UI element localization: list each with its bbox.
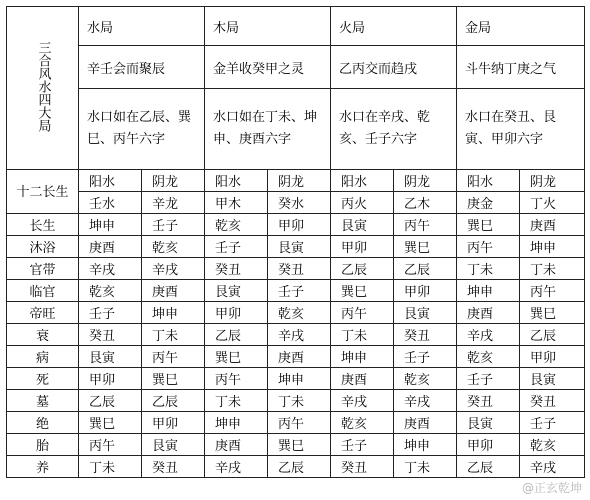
stage-label: 官带 [7, 258, 79, 280]
stage-label: 沐浴 [7, 236, 79, 258]
element-cell: 丁火 [520, 192, 585, 214]
table-cell: 乾亥 [205, 214, 268, 236]
school-shuikou-wood: 水口如在丁未、坤申、庚酉六字 [205, 89, 331, 170]
table-cell: 癸丑 [205, 258, 268, 280]
watermark: @正玄乾坤 [521, 481, 582, 495]
table-cell: 甲卯 [457, 434, 520, 456]
table-row [7, 346, 585, 368]
table-cell: 巽巳 [268, 434, 331, 456]
table-cell: 坤申 [268, 368, 331, 390]
feng-shui-table-container [6, 6, 584, 494]
table-cell: 庚酉 [205, 434, 268, 456]
table-cell: 庚酉 [394, 412, 457, 434]
table-cell: 坤申 [457, 280, 520, 302]
table-cell: 丙午 [205, 368, 268, 390]
table-cell: 庚酉 [520, 214, 585, 236]
element-cell: 辛龙 [142, 192, 205, 214]
table-cell: 丁未 [394, 456, 457, 478]
table-cell: 丙午 [142, 346, 205, 368]
table-cell: 丙午 [457, 236, 520, 258]
table-cell: 壬子 [79, 302, 142, 324]
table-cell: 巽巳 [205, 346, 268, 368]
table-cell: 丁未 [268, 390, 331, 412]
table-cell: 壬子 [331, 434, 394, 456]
school-desc-fire: 乙丙交而趋戌 [331, 46, 457, 89]
stage-label: 死 [7, 368, 79, 390]
table-cell: 艮寅 [331, 214, 394, 236]
school-name-row [7, 7, 585, 46]
subheader-cell: 阳水 [205, 170, 268, 192]
table-cell: 丙午 [331, 302, 394, 324]
school-desc-water: 辛壬会而聚辰 [79, 46, 205, 89]
table-cell: 乙辰 [268, 456, 331, 478]
table-cell: 壬子 [394, 346, 457, 368]
subheader-cell: 阴龙 [394, 170, 457, 192]
table-cell: 艮寅 [142, 434, 205, 456]
table-cell: 丙午 [79, 434, 142, 456]
table-cell: 坤申 [142, 302, 205, 324]
table-cell: 甲卯 [268, 214, 331, 236]
subheader-cell: 阳水 [331, 170, 394, 192]
school-shuikou-fire: 水口在辛戌、乾亥、壬子六字 [331, 89, 457, 170]
table-cell: 乙辰 [394, 258, 457, 280]
table-cell: 乾亥 [520, 434, 585, 456]
element-cell: 甲木 [205, 192, 268, 214]
table-cell: 癸丑 [331, 456, 394, 478]
table-cell: 庚酉 [457, 302, 520, 324]
stage-label: 养 [7, 456, 79, 478]
table-cell: 丁未 [142, 324, 205, 346]
element-cell: 丙火 [331, 192, 394, 214]
table-cell: 癸丑 [79, 324, 142, 346]
table-row [7, 456, 585, 478]
table-cell: 壬子 [268, 280, 331, 302]
table-cell: 庚酉 [268, 346, 331, 368]
side-label-cell [7, 7, 79, 170]
table-cell: 丁未 [205, 390, 268, 412]
table-cell: 庚酉 [142, 280, 205, 302]
table-cell: 甲卯 [394, 280, 457, 302]
table-cell: 癸丑 [457, 390, 520, 412]
table-row [7, 368, 585, 390]
table-cell: 乾亥 [268, 302, 331, 324]
table-row [7, 390, 585, 412]
table-cell: 辛戌 [394, 390, 457, 412]
table-cell: 艮寅 [520, 368, 585, 390]
table-cell: 癸丑 [142, 456, 205, 478]
school-shuikou-metal: 水口在癸丑、艮寅、甲卯六字 [457, 89, 585, 170]
stage-label: 病 [7, 346, 79, 368]
table-cell: 艮寅 [394, 302, 457, 324]
table-cell: 丙午 [268, 412, 331, 434]
subheader-row [7, 170, 585, 192]
table-cell: 辛戌 [142, 258, 205, 280]
table-cell: 丁未 [79, 456, 142, 478]
element-cell: 乙木 [394, 192, 457, 214]
table-row [7, 236, 585, 258]
table-row [7, 302, 585, 324]
stage-label: 衰 [7, 324, 79, 346]
table-cell: 乙辰 [205, 324, 268, 346]
stage-label: 绝 [7, 412, 79, 434]
table-cell: 巽巳 [457, 214, 520, 236]
table-cell: 甲卯 [520, 346, 585, 368]
table-cell: 坤申 [331, 346, 394, 368]
table-cell: 甲卯 [205, 302, 268, 324]
table-cell: 乾亥 [79, 280, 142, 302]
table-cell: 壬子 [205, 236, 268, 258]
table-cell: 坤申 [394, 434, 457, 456]
stage-label: 长生 [7, 214, 79, 236]
subheader-cell: 阴龙 [142, 170, 205, 192]
table-cell: 艮寅 [268, 236, 331, 258]
table-cell: 乾亥 [142, 236, 205, 258]
table-cell: 艮寅 [205, 280, 268, 302]
subheader-cell: 阳水 [457, 170, 520, 192]
school-shuikou-row [7, 89, 585, 170]
school-desc-metal: 斗牛纳丁庚之气 [457, 46, 585, 89]
table-cell: 辛戌 [331, 390, 394, 412]
school-name-fire: 火局 [331, 7, 457, 46]
table-cell: 乙辰 [520, 324, 585, 346]
table-row [7, 434, 585, 456]
table-cell: 巽巳 [79, 412, 142, 434]
element-cell: 庚金 [457, 192, 520, 214]
table-cell: 丙午 [394, 214, 457, 236]
table-cell: 癸丑 [268, 258, 331, 280]
stage-label: 墓 [7, 390, 79, 412]
table-cell: 甲卯 [142, 412, 205, 434]
table-cell: 乙辰 [142, 390, 205, 412]
table-cell: 辛戌 [457, 324, 520, 346]
table-cell: 乾亥 [331, 412, 394, 434]
school-shuikou-water: 水口如在乙辰、巽巳、丙午六字 [79, 89, 205, 170]
table-cell: 乾亥 [457, 346, 520, 368]
element-cell: 癸水 [268, 192, 331, 214]
subheader-cell: 阴龙 [268, 170, 331, 192]
table-cell: 辛戌 [268, 324, 331, 346]
table-cell: 丙午 [520, 280, 585, 302]
table-cell: 丁未 [457, 258, 520, 280]
table-cell: 壬子 [457, 368, 520, 390]
table-cell: 巽巳 [394, 236, 457, 258]
twelve-stages-label: 十二长生 [7, 170, 79, 214]
table-cell: 坤申 [79, 214, 142, 236]
table-row [7, 412, 585, 434]
table-cell: 壬子 [142, 214, 205, 236]
table-cell: 丁未 [520, 258, 585, 280]
table-cell: 巽巳 [142, 368, 205, 390]
stage-label: 帝旺 [7, 302, 79, 324]
table-cell: 乙辰 [79, 390, 142, 412]
school-name-metal: 金局 [457, 7, 585, 46]
table-cell: 甲卯 [331, 236, 394, 258]
stage-label: 胎 [7, 434, 79, 456]
table-cell: 乾亥 [394, 368, 457, 390]
table-row [7, 324, 585, 346]
table-cell: 庚酉 [79, 236, 142, 258]
table-cell: 癸丑 [394, 324, 457, 346]
subheader-cell: 阴龙 [520, 170, 585, 192]
table-cell: 乙辰 [331, 258, 394, 280]
table-cell: 辛戌 [79, 258, 142, 280]
school-name-water: 水局 [79, 7, 205, 46]
table-cell: 巽巳 [520, 302, 585, 324]
table-cell: 坤申 [205, 412, 268, 434]
table-cell: 巽巳 [331, 280, 394, 302]
table-cell: 辛戌 [520, 456, 585, 478]
table-cell: 癸丑 [520, 390, 585, 412]
school-desc-wood: 金羊收癸甲之灵 [205, 46, 331, 89]
school-desc-row [7, 46, 585, 89]
school-name-wood: 木局 [205, 7, 331, 46]
subheader-cell: 阳水 [79, 170, 142, 192]
table-cell: 庚酉 [331, 368, 394, 390]
table-cell: 丁未 [331, 324, 394, 346]
stage-label: 临官 [7, 280, 79, 302]
side-label: 三合风水四大局 [35, 40, 51, 132]
element-row [7, 192, 585, 214]
table-row [7, 258, 585, 280]
table-cell: 坤申 [520, 236, 585, 258]
table-row [7, 214, 585, 236]
feng-shui-table [6, 6, 585, 478]
table-cell: 艮寅 [457, 412, 520, 434]
element-cell: 壬水 [79, 192, 142, 214]
table-cell: 乙辰 [457, 456, 520, 478]
table-cell: 壬子 [520, 412, 585, 434]
table-row [7, 280, 585, 302]
table-cell: 辛戌 [205, 456, 268, 478]
table-cell: 艮寅 [79, 346, 142, 368]
table-cell: 甲卯 [79, 368, 142, 390]
